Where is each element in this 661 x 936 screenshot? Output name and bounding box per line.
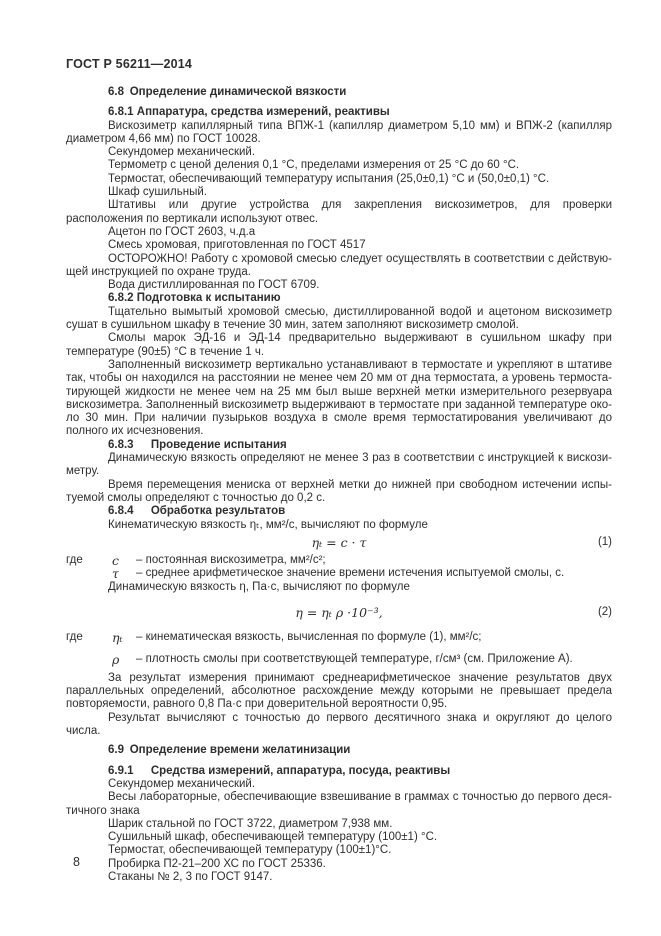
paragraph-caution: ОСТОРОЖНО! Работу с хромовой смесью следует осуществлять в соответствии с действующей инструкцией по охране труда. <box>66 252 612 278</box>
formula-1 <box>66 536 612 549</box>
heading-6-8-1: 6.8.1 Аппаратура, средства измерений, реактивы <box>108 106 390 119</box>
paragraph-stands: Штативы или другие устройства для закрепления вискозиметров, для проверки расположения по вертикали используют отвес. <box>66 199 612 225</box>
paragraph-stopwatch: Секундомер механический. <box>108 146 256 159</box>
symbol-tau: τ <box>112 566 119 582</box>
where-label: где <box>66 631 83 644</box>
formula-2 <box>66 606 612 619</box>
paragraph-test-tube: Пробирка П2-21–200 ХС по ГОСТ 25336. <box>108 857 326 870</box>
paragraph-dynamic-viscosity: Динамическую вязкость определяют не менее 3 раз в соответствии с инструкцией к вискозиметру. <box>66 452 612 478</box>
heading-6-8-2: 6.8.2 Подготовка к испытанию <box>108 292 281 305</box>
paragraph-steel-ball: Шарик стальной по ГОСТ 3722, диаметром 7,938 мм. <box>108 817 393 830</box>
paragraph-thermometer: Термометр с ценой деления 0,1 °С, пределами измерения от 25 °С до 60 °С. <box>108 159 520 172</box>
heading-6-9-1: 6.9.1 Средства измерений, аппаратура, посуда, реактивы <box>108 764 451 777</box>
page-number: 8 <box>73 855 80 869</box>
symbol-c: c <box>112 553 120 569</box>
where-label: где <box>66 554 83 567</box>
definition-eta-t-text: – кинематическая вязкость, вычисленная по формуле (1), мм²/с; <box>136 631 482 644</box>
paragraph-distilled-water: Вода дистиллированная по ГОСТ 6709. <box>108 279 320 292</box>
formula-2-expression: η = ηₜ ρ ·10⁻³, <box>295 604 383 620</box>
heading-6-8: 6.8 Определение динамической вязкости <box>108 86 347 98</box>
where-label-empty <box>66 653 112 666</box>
paragraph-thermostat-100: Термостат, обеспечивающей температуру (100±1)°С. <box>108 844 392 857</box>
symbol-eta-t: ηₜ <box>112 630 123 646</box>
paragraph-result-rounding: Результат вычисляют с точностью до первого десятичного знака и округляют до целого числа. <box>66 711 612 738</box>
paragraph-viscometer: Вискозиметр капиллярный типа ВПЖ-1 (капилляр диаметром 5,10 мм) и ВПЖ-2 (капилляр диаметром 4,66 мм) по ГОСТ 10028. <box>66 119 612 145</box>
definition-rho-text: – плотность смолы при соответствующей температуре, г/см³ (см. Приложение А). <box>136 652 573 665</box>
paragraph-kinematic-intro: Кинематическую вязкость ηₜ, мм²/с, вычисляют по формуле <box>108 518 428 531</box>
formula-1-number: (1) <box>597 535 612 548</box>
where-label-empty <box>66 567 112 580</box>
symbol-rho: ρ <box>112 651 120 667</box>
paragraph-thermostat: Термостат, обеспечивающий температуру испытания (25,0±0,1) °С и (50,0±0,1) °С. <box>108 172 550 185</box>
paragraph-chromic-mixture: Смесь хромовая, приготовленная по ГОСТ 4517 <box>108 239 366 252</box>
paragraph-resins-ed: Смолы марок ЭД-16 и ЭД-14 предварительно выдерживают в сушильном шкафу при температуре (90±5) °С в течение 1 ч. <box>66 332 612 358</box>
heading-6-8-3: 6.8.3 Проведение испытания <box>108 438 287 451</box>
paragraph-stopwatch-2: Секундомер механический. <box>108 777 256 790</box>
paragraph-beakers: Стаканы № 2, 3 по ГОСТ 9147. <box>108 871 273 884</box>
paragraph-drying-cabinet: Шкаф сушильный. <box>108 186 207 199</box>
formula-2-number: (2) <box>597 605 612 618</box>
definition-tau-text: – среднее арифметическое значение времени истечения испытуемой смолы, с. <box>136 567 565 580</box>
formula-1-expression: ηₜ = c · τ <box>311 534 367 550</box>
definition-eta-t <box>66 631 612 644</box>
paragraph-result-average: За результат измерения принимают среднеарифметическое значение результатов двух параллельных определений, абсолютное расхождение между которыми не превышает предела повторяемости, равного 0,8 Па·с при доверительной вероятности 0,95. <box>66 671 612 711</box>
paragraph-drying-cabinet-100: Сушильный шкаф, обеспечивающей температуру (100±1) °С. <box>108 831 438 844</box>
definition-c <box>66 554 612 567</box>
heading-6-8-4: 6.8.4 Обработка результатов <box>108 505 286 518</box>
paragraph-filling: Заполненный вискозиметр вертикально устанавливают в термостате и укрепляют в штативе так, чтобы он находился на расстоянии не менее чем 20 мм от дна термостата, а уровень термостатирующей жидкости не менее чем на 25 мм был выше верхней метки измерительного резервуара вискозиметра. Заполненный вискозиметр выдерживают в термостате при заданной температуре около 30 мин. При наличии пузырьков воздуха в смоле время термостатирования увеличивают до полного их исчезновения. <box>66 358 612 438</box>
definition-tau <box>66 567 612 580</box>
paragraph-acetone: Ацетон по ГОСТ 2603, ч.д.а <box>108 225 256 238</box>
paragraph-dynamic-intro: Динамическую вязкость η, Па·с, вычисляют по формуле <box>108 580 410 593</box>
definition-rho <box>66 653 612 666</box>
running-header: ГОСТ Р 56211—2014 <box>66 57 193 71</box>
paragraph-lab-scales: Весы лабораторные, обеспечивающие взвешивание в граммах с точностью до первого десятичного знака <box>66 791 612 817</box>
paragraph-meniscus-time: Время перемещения мениска от верхней метки до нижней при свободном истечении испытуемой смолы определяют с точностью до 0,2 с. <box>66 478 612 504</box>
definition-c-text: – постоянная вискозиметра, мм²/с²; <box>136 554 326 567</box>
paragraph-washing: Тщательно вымытый хромовой смесью, дистиллированной водой и ацетоном вискозиметр сушат в сушильном шкафу в течение 30 мин, затем заполняют вискозиметр смолой. <box>66 305 612 332</box>
heading-6-9: 6.9 Определение времени желатинизации <box>108 744 351 757</box>
document-body <box>66 80 612 884</box>
